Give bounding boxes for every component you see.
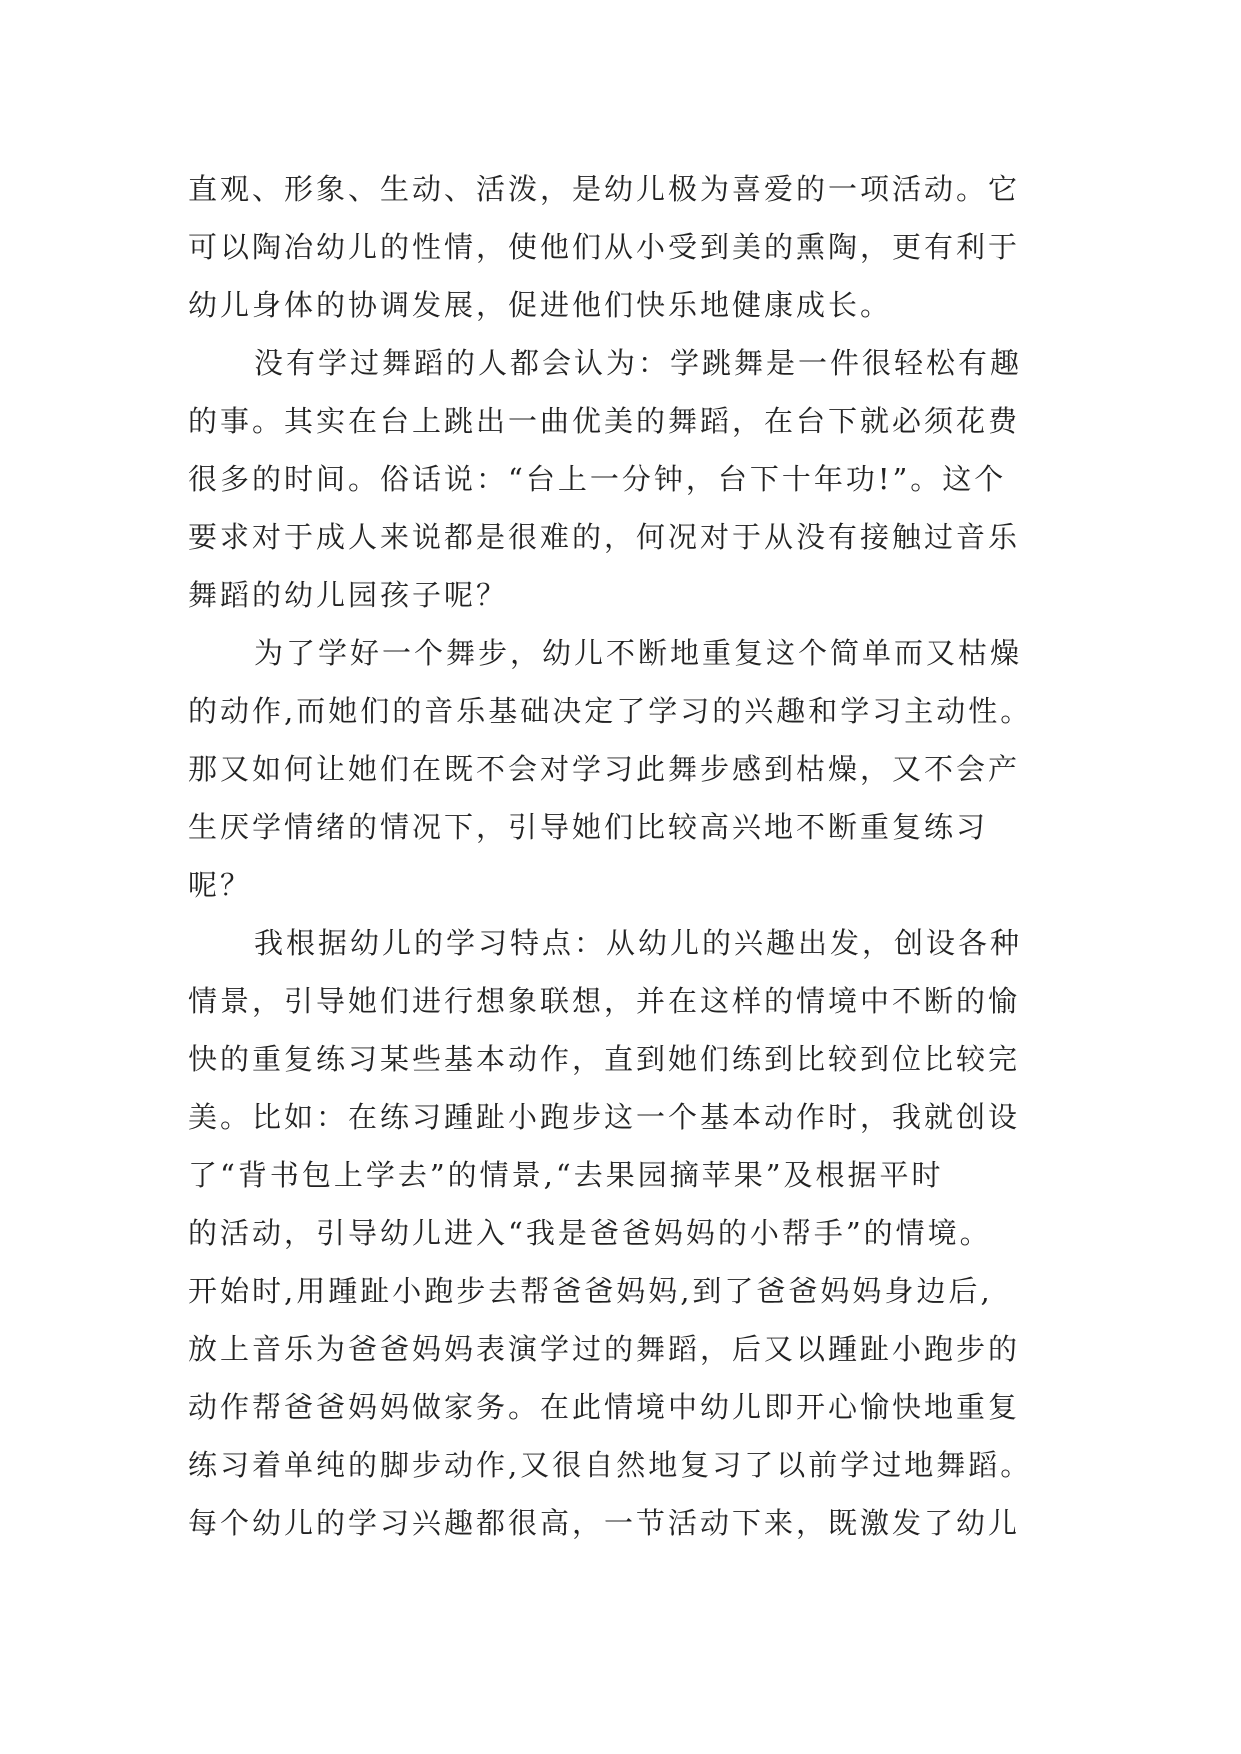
text-line: 放上音乐为爸爸妈妈表演学过的舞蹈，后又以踵趾小跑步的 (188, 1332, 1021, 1366)
body-text (188, 160, 1068, 1552)
text-line: 生厌学情绪的情况下，引导她们比较高兴地不断重复练习 (188, 810, 989, 844)
text-line: 很多的时间。俗话说：“台上一分钟，台下十年功!”。这个 (188, 462, 1007, 496)
text-line: 呢？ (188, 868, 253, 902)
text-line: 了“背书包上学去”的情景,“去果园摘苹果”及根据平时 (188, 1158, 944, 1192)
text-line: 直观、形象、生动、活泼，是幼儿极为喜爱的一项活动。它 (188, 172, 1021, 206)
text-line: 那又如何让她们在既不会对学习此舞步感到枯燥，又不会产 (188, 752, 1021, 786)
text-line: 可以陶冶幼儿的性情，使他们从小受到美的熏陶，更有利于 (188, 230, 1021, 264)
text-line: 的动作,而她们的音乐基础决定了学习的兴趣和学习主动性。 (188, 694, 1033, 728)
text-line: 幼儿身体的协调发展，促进他们快乐地健康成长。 (188, 288, 893, 322)
text-line: 的活动，引导幼儿进入“我是爸爸妈妈的小帮手”的情境。 (188, 1216, 992, 1250)
text-line: 快的重复练习某些基本动作，直到她们练到比较到位比较完 (188, 1042, 1021, 1076)
text-line: 练习着单纯的脚步动作,又很自然地复习了以前学过地舞蹈。 (188, 1448, 1033, 1482)
text-line: 开始时,用踵趾小跑步去帮爸爸妈妈,到了爸爸妈妈身边后, (188, 1274, 993, 1308)
text-line: 的事。其实在台上跳出一曲优美的舞蹈，在台下就必须花费 (188, 404, 1021, 438)
text-line: 情景，引导她们进行想象联想，并在这样的情境中不断的愉 (188, 984, 1021, 1018)
text-line: 舞蹈的幼儿园孩子呢？ (188, 578, 509, 612)
text-line: 每个幼儿的学习兴趣都很高，一节活动下来，既激发了幼儿 (188, 1506, 1021, 1540)
text-line: 美。比如：在练习踵趾小跑步这一个基本动作时，我就创设 (188, 1100, 1021, 1134)
text-line: 动作帮爸爸妈妈做家务。在此情境中幼儿即开心愉快地重复 (188, 1390, 1021, 1424)
paragraph-first-line: 为了学好一个舞步，幼儿不断地重复这个简单而又枯燥 (254, 636, 1023, 670)
text-line: 要求对于成人来说都是很难的，何况对于从没有接触过音乐 (188, 520, 1021, 554)
paragraph-first-line: 我根据幼儿的学习特点：从幼儿的兴趣出发，创设各种 (254, 926, 1023, 960)
paragraph-first-line: 没有学过舞蹈的人都会认为：学跳舞是一件很轻松有趣 (254, 346, 1023, 380)
